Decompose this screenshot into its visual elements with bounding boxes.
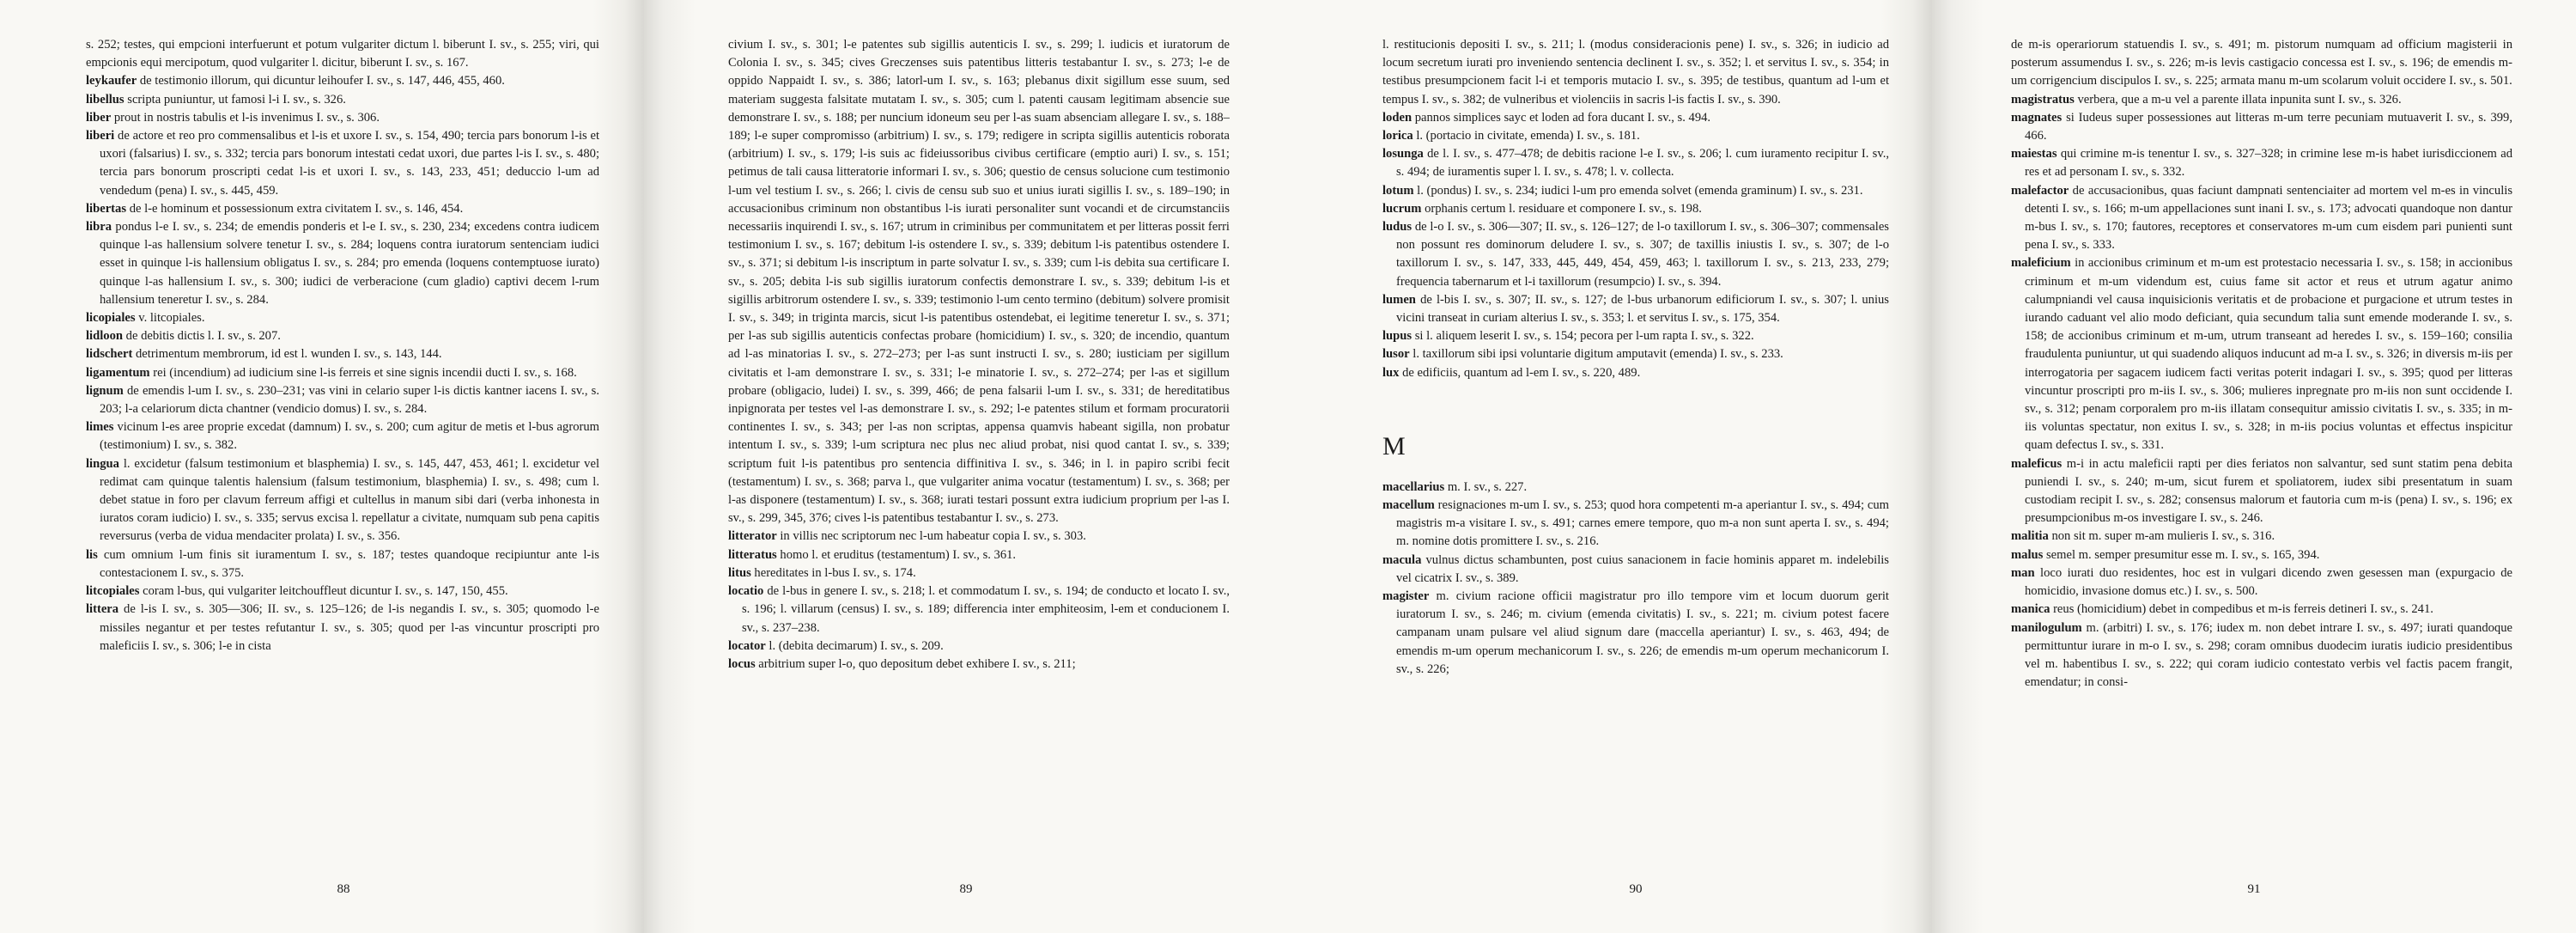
index-entry — [1382, 327, 1889, 345]
entry-text: m. (arbitri) I. sv., s. 176; iudex m. non debet intrare I. sv., s. 497; iurati quandoque permittuntur iurare in m-o I. sv., s. 298; coram omnibus duodecim iuratis iudicio presidentibus vel m. habentibus I. sv., s. 222; qui coram iudicio contestato verbis vel factis pacem frangit, emendatur; in consi- — [2025, 620, 2512, 690]
page-number: 91 — [2247, 882, 2261, 896]
headword: malus — [2011, 547, 2044, 562]
headword: maleficium — [2011, 256, 2071, 271]
entry-text: non sit m. super m-am mulieris I. sv., s. 316. — [2051, 529, 2275, 544]
headword: locatio — [728, 584, 764, 599]
entry-text: de l-bis I. sv., s. 307; II. sv., s. 127; de l-bus urbanorum edificiorum I. sv., s. 307; l. unius vicini transeat in curiam alterius I. sv., s. 353; l. et servitus I. sv., s. 175, 354. — [1396, 292, 1889, 326]
headword: malitia — [2011, 529, 2049, 544]
index-entry — [728, 564, 1230, 582]
entry-text: semel m. semper presumitur esse m. I. sv., s. 165, 394. — [2045, 547, 2320, 562]
page-text — [2011, 36, 2512, 835]
entry-text: prout in nostris tabulis et l-is invenimus I. sv., s. 306. — [113, 110, 380, 125]
headword: lis — [86, 547, 98, 562]
headword: magistratus — [2011, 92, 2075, 107]
entry-text: de l. I. sv., s. 477–478; de debitis racione l-e I. sv., s. 206; l. cum iuramento recipitur I. sv., s. 494; de iuramentis super l. I. sv., s. 478; l. v. collecta. — [1396, 147, 1889, 180]
headword: lorica — [1382, 129, 1413, 143]
page-number: 90 — [1629, 882, 1643, 896]
entry-text: de l-is I. sv., s. 305—306; II. sv., s. 125–126; de l-is negandis I. sv., s. 305; quomodo l-e missiles negantur et per testes refutantur I. sv., s. 305; quod per l-as vincuntur proscripti pro maleficiis I. sv., s. 306; l-e in cista — [100, 602, 599, 653]
headword: liber — [86, 110, 112, 125]
entry-text: de l-o I. sv., s. 306—307; II. sv., s. 126–127; de l-o taxillorum I. sv., s. 306–307; commensales non possunt res dominorum deludere I. sv., s. 307; de taxillis iniustis I. sv., s. 307; de l-o taxillorum I. sv., s. 147, 333, 445, 449, 454, 459, 463; l. taxillorum I. sv., s. 213, 233, 279; frequencia tabernarum et l-i taxillorum (resumpcio) I. sv., s. 394. — [1396, 220, 1889, 289]
headword: manilogulum — [2011, 620, 2082, 635]
entry-text: s. 252; testes, qui empcioni interfuerunt et potum vulgariter dictum l. biberunt I. sv., s. 255; viri, qui empcionis equi mercipotum, quod vulgariter l. dicitur, biberunt I. sv., s. 167. — [86, 38, 599, 70]
index-entry — [1382, 109, 1889, 127]
entry-text: homo l. et eruditus (testamentum) I. sv., s. 361. — [780, 547, 1017, 562]
index-entry — [86, 327, 599, 345]
entry-text: de l-bus in genere I. sv., s. 218; l. et commodatum I. sv., s. 194; de conducto et locato I. sv., s. 196; l. villarum (census) I. sv., s. 189; differencia inter emphiteosim, l-em et conducionem I. sv., s. 237–238. — [742, 584, 1230, 635]
index-entry — [1382, 497, 1889, 552]
headword: litterator — [728, 529, 777, 544]
entry-text: si Iudeus super possessiones aut litteras m-um terre pecuniam mutuaverit I. sv., s. 399, 466. — [2025, 110, 2512, 143]
index-entry-continued — [2011, 36, 2512, 91]
headword: lingua — [86, 456, 119, 471]
entry-text: hereditates in l-bus I. sv., s. 174. — [754, 565, 916, 580]
headword: lux — [1382, 365, 1400, 380]
headword: ludus — [1382, 220, 1413, 235]
page-91 — [1932, 0, 2576, 933]
headword: licopiales — [86, 311, 136, 326]
headword: locus — [728, 656, 756, 671]
headword: losunga — [1382, 147, 1424, 162]
index-entry — [1382, 200, 1889, 218]
index-entry — [86, 601, 599, 656]
headword: maleficus — [2011, 456, 2063, 471]
headword: litcopiales — [86, 584, 140, 599]
entry-text: in accionibus criminum et m-um est protestacio necessaria I. sv., s. 158; in accionibus criminum et m-um videndum est, cuius fame sit actor et reus et utrum agatur animo calumpniandi vel causa inquisicionis veritatis et de probacione et purgacione et utrum testes in iurando caduant vel alio modo deficiant, quia secundum talia sunt emende moderande I. sv., s. 158; de accionibus criminum et m-um, utrum transeant ad heredes I. sv., s. 159–160; consilia fraudulenta puniuntur, ut qui suadendo aliquos inducunt ad m-a I. sv., s. 326; in diversis m-iis per interrogatoria per sagacem iudicem facti veritas poterit indagari I. sv., s. 395; quod per litteras vincuntur proscripti pro m-iis I. sv., s. 306; mulieres inpregnate pro m-iis non sunt occidende I. sv., s. 312; penam corporalem pro m-iis illatam consequitur amissio civitatis I. sv., s. 335; in m-iis voluntas spectatur, non exitus I. sv., s. 328; in m-iis pocius voluntas et effectus inspicitur quam defectus I. sv., s. 331. — [2025, 256, 2512, 453]
entry-text: l. restitucionis depositi I. sv., s. 211; l. (modus consideracionis pene) I. sv., s. 326; in iudicio ad locum secretum iurati pro inveniendo sentencia declinent I. sv., s. 352; l. et servitus I. sv., s. 354; in testibus presumpcionem facit l-i et temporis mutacio I. sv., s. 395; de testibus, quantum ad l-um et tempus I. sv., s. 382; de vulneribus et violenciis in sacris l-is factis I. sv., s. 390. — [1382, 38, 1889, 107]
entry-text: orphanis certum l. residuare et componere I. sv., s. 198. — [1425, 201, 1702, 216]
headword: litus — [728, 565, 751, 580]
page-90 — [1288, 0, 1932, 933]
entry-text: loco iurati duo residentes, hoc est in vulgari dicendo zwen gesessen man (expurgacio de homicidio, invasione domus etc.) I. sv., s. 500. — [2025, 565, 2512, 599]
headword: lusor — [1382, 347, 1410, 362]
index-entry — [86, 582, 599, 601]
index-entry — [1382, 145, 1889, 181]
entry-text: qui crimine m-is tenentur I. sv., s. 327–328; in crimine lese m-is habet iurisdiccionem ad res et ad personam I. sv., s. 332. — [2025, 147, 2512, 180]
entry-text: in villis nec scriptorum nec l-um habeatur copia I. sv., s. 303. — [780, 529, 1086, 544]
index-entry — [86, 309, 599, 327]
entry-text: de emendis l-um I. sv., s. 230–231; vas vini in celario super l-is dictis kantner iacens I. sv., s. 203; l-a celariorum dicta chantner (vendicio domus) I. sv., s. 284. — [100, 383, 599, 417]
index-entry-continued — [728, 36, 1230, 527]
page-text — [728, 36, 1230, 835]
index-entry — [2011, 109, 2512, 145]
index-entry — [2011, 601, 2512, 619]
entry-text: civium I. sv., s. 301; l-e patentes sub sigillis autenticis I. sv., s. 299; l. iudicis et iuratorum de Colonia I. sv., s. 345; cives Greczenses suis patentibus litteris testabantur I. sv., s. 273; l-e de oppido Nappaidt I. sv., s. 386; latorl-um I. sv., s. 163; plebanus dixit sigillum esse suum, sed materiam suggesta falsitate mutatam I. sv., s. 305; cum l. patenti causam legitimam absencie sue demonstrare I. sv., s. 188; per nuncium idoneum seu per l-as suam absenciam allegare I. sv., s. 188–189; l-e super compromisso (arbitrium) I. sv., s. 179; redigere in scripta sigillis autenticis roborata (arbitrium) I. sv., s. 179; l-is suis ac fideiussoribus civibus certificare (emptio auri) I. sv., s. 151; petimus de tali causa litteratorie informari I. sv., s. 306; questio de census solucione cum testimonio l-um vel testium I. sv., s. 266; l. civis de censu sub suo et unius iurati sigillis I. sv., s. 189–190; in accusacionibus criminum non obstantibus l-is iurati personaliter sunt vocandi et de circumstanciis necessariis inquirendi I. sv., s. 167; utrum in criminibus per communitatem et per litteras possit ferri testimonium I. sv., s. 167; debitum l-is ostendere I. sv., s. 339; debitum l-is patentibus ostendere I. sv., s. 371; si debitum l-is inscriptum in parte solvatur I. sv., s. 339; cum l-is debita sua certificare I. sv., s. 205; debita l-is sub sigillis iuratorum confectis demonstrare I. sv., s. 339; debitum l-is et sigillis arbitrorum ostendere I. sv., s. 339; testimonio l-um cento termino (debitum) solvere promisit I. sv., s. 349; in triginta marcis, sicut l-is patentibus ostendebat, ei legitime teneretur I. sv., s. 371; per l-as sub sigillis autenticis confectas probare (homicidium) I. sv., s. 320; de incendio, quantum ad l-as minatorias I. sv., s. 272–273; per l-as sunt instructi I. sv., s. 280; iusticiam per sigillum civitatis et l-am demonstrare I. sv., s. 331; l-e minatorie I. sv., s. 272–274; per l-as et sigillum probare (obligacio, ludei) I. sv., s. 399, 466; de pena falsarii l-um I. sv., s. 331; de hereditatibus inpignorata per testes vel l-as demonstrare I. sv., s. 292; l-e patentes stilum et formam procuratorii continentes I. sv., s. 343; per l-as non scriptas, appensa quamvis habeant sigilla, non probatur intentum I. sv., s. 339; l-um scriptura nec plus nec aliud probat, nisi quod cantat I. sv., s. 339; scriptum fuit l-is patentibus pro sentencia diffinitiva I. sv., s. 346; in l. in papiro scribi fecit (testamentum) I. sv., s. 368; parva l., que vulgariter anima vocatur (testamentum) I. sv., s. 368; per l-as disponere (testamentum) I. sv., s. 368; iurati testari possunt extra iudicium proprium per l-as I. sv., s. 299, 345, 376; cives l-is patentibus testabantur I. sv., s. 273. — [728, 38, 1230, 526]
index-entry — [86, 382, 599, 418]
headword: maiestas — [2011, 147, 2057, 162]
entry-text: de edificiis, quantum ad l-em I. sv., s. 220, 489. — [1402, 365, 1641, 380]
index-entry — [1382, 218, 1889, 291]
entry-text: l. taxillorum sibi ipsi voluntarie digitum amputavit (emenda) I. sv., s. 233. — [1413, 347, 1783, 362]
headword: lidloon — [86, 329, 123, 344]
headword: litteratus — [728, 547, 777, 562]
entry-text: de actore et reo pro commensalibus et l-is et uxore I. sv., s. 154, 490; tercia pars bonorum l-is et uxori (falsarius) I. sv., s. 332; tercia pars bonorum intestati cedat uxori, due partes l-is I. sv., s. 480; tercia pars bonorum proscripti cedat l-is et uxori I. sv., s. 143, 233, 451; deduccio l-um ad vendedum (pena) I. sv., s. 445, 459. — [100, 129, 599, 198]
entry-text: pondus l-e I. sv., s. 234; de emendis ponderis et l-e I. sv., s. 230, 234; excedens contra iudicem quinque l-as hallensium solvere tenetur I. sv., s. 284; loquens contra iuratorum sentenciam iudici esset in quinque l-is hallensium obligatus I. sv., s. 284; pro emenda (loquens contemptuose iurato) quinque l-as hallensium I. sv., s. 300; iudici de verberacione (cum gladio) captivi decem l-rum hallensium teneretur I. sv., s. 284. — [100, 220, 599, 307]
entry-text: de accusacionibus, quas faciunt dampnati sentenciaiter ad mortem vel m-es in vinculis detenti I. sv., s. 166; m-um appellaciones sunt inani I. sv., s. 173; advocati quandoque non dantur m-bus I. sv., s. 170; fautores, receptores et conservatores m-um cum eisdem pari punienti sunt pena I. sv., s. 333. — [2025, 183, 2512, 253]
entry-text: m-i in actu maleficii rapti per dies feriatos non salvantur, sed sunt statim pena debita puniendi I. sv., s. 240; m-um, sicut furem et spoliatorem, iudex sibi presentatum in suam custodiam recipit I. sv., s. 282; consensus malorum et fautoria cum m-is (pena) I. sv., s. 196; ex presumpcionibus m-os investigare I. sv., s. 246. — [2025, 456, 2512, 526]
index-entry — [86, 127, 599, 200]
headword: lucrum — [1382, 201, 1422, 216]
entry-text: vulnus dictus schambunten, post cuius sanacionem in facie hominis apparet m. indelebilis vel cicatrix I. sv., s. 389. — [1396, 552, 1889, 585]
section-letter: M — [1382, 431, 1406, 460]
entry-text: vicinum l-es aree proprie excedat (damnum) I. sv., s. 200; cum agitur de metis et l-bus agrorum (testimonium) I. sv., s. 382. — [100, 420, 599, 453]
entry-text: resignaciones m-um I. sv., s. 253; quod hora competenti m-a aperiantur I. sv., s. 494; cum magistris m-a visitare I. sv., s. 491; carnes emere tempore, quo m-a non sunt aperta I. sv., s. 494; m. nomine dotis promittere I. sv., s. 216. — [1396, 498, 1889, 549]
entry-text: cum omnium l-um finis sit iuramentum I. sv., s. 187; testes quandoque recipiuntur ante l-is contestacionem I. sv., s. 375. — [100, 547, 599, 580]
headword: ligamentum — [86, 365, 150, 380]
entry-text: l. (pondus) I. sv., s. 234; iudici l-um pro emenda solvet (emenda graminum) I. sv., s. 231. — [1417, 183, 1863, 198]
index-entry — [86, 91, 599, 109]
entry-text: de testimonio illorum, qui dicuntur leihoufer I. sv., s. 147, 446, 455, 460. — [139, 74, 505, 88]
entry-text: verbera, que a m-u vel a parente illata inpunita sunt I. sv., s. 326. — [2077, 92, 2402, 107]
index-entry — [2011, 619, 2512, 692]
index-entry — [728, 527, 1230, 546]
entry-text: pannos simplices sayc et loden ad fora ducant I. sv., s. 494. — [1414, 110, 1711, 125]
headword: man — [2011, 565, 2035, 580]
headword: littera — [86, 602, 119, 617]
index-entry — [2011, 91, 2512, 109]
headword: libellus — [86, 92, 125, 107]
entry-text: m. I. sv., s. 227. — [1447, 479, 1528, 494]
headword: lignum — [86, 383, 124, 398]
headword: manica — [2011, 602, 2050, 617]
index-entry — [86, 455, 599, 546]
entry-text: m. civium racione officii magistratur pro illo tempore vim et locum duorum gerit iuratorum I. sv., s. 246; m. civium (emenda civitatis) I. sv., s. 221; m. civium potest facere campanam unam pulsare vel aliud signum dare (maccella aperiantur) I. sv., s. 463, 494; de emendis m-um operum mechanicorum I. sv., s. 226; de emendis m-um operum mechanicorum I. sv., s. 226; — [1396, 589, 1889, 676]
entry-text: l. excidetur (falsum testimonium et blasphemia) I. sv., s. 145, 447, 453, 461; l. excidetur vel redimat cam quinque talentis halensium (falsum testimonium, blasphemia) I. sv., s. 498; cum l. debet statue in foro per clavum ferreum affigi et cultellus in manum sibi dari (verba inhonesta in iuratos coram iudicio) I. sv., s. 335; servus excisa l. repellatur a civitate, numquam sub pena capitis reversurus (verba de vidua mendaciter prolata) I. sv., s. 356. — [100, 456, 599, 544]
index-entry — [86, 109, 599, 127]
index-entry — [728, 637, 1230, 656]
index-entry — [86, 418, 599, 454]
page-number: 88 — [337, 882, 350, 896]
entry-text: l. (debita decimarum) I. sv., s. 209. — [769, 638, 944, 653]
entry-text: rei (incendium) ad iudicium sine l-is ferreis et sine signis incendii ducti I. sv., s. 168. — [153, 365, 577, 380]
headword: loden — [1382, 110, 1413, 125]
index-entry — [86, 364, 599, 382]
index-entry-continued — [86, 36, 599, 72]
index-entry — [86, 218, 599, 309]
page-88 — [0, 0, 644, 933]
index-entry — [728, 582, 1230, 637]
index-entry — [86, 345, 599, 363]
index-entry — [1382, 291, 1889, 327]
entry-text: v. litcopiales. — [138, 311, 205, 326]
entry-text: de m-is operariorum statuendis I. sv., s. 491; m. pistorum numquam ad officium magisterii in posterum assumendus I. sv., s. 226; m-is levis castigacio concessa est I. sv., s. 196; de emendis m-um corrigencium discipulos I. sv., s. 225; armata manu m-um scolarum voluit occidere I. sv., s. 501. — [2011, 38, 2512, 88]
index-entry — [1382, 479, 1889, 497]
headword: malefactor — [2011, 183, 2069, 198]
index-entry — [2011, 254, 2512, 454]
page-text — [86, 36, 599, 835]
entry-text: coram l-bus, qui vulgariter leitchouffleut dicuntur I. sv., s. 147, 150, 455. — [143, 584, 508, 599]
entry-text: de debitis dictis l. I. sv., s. 207. — [125, 329, 281, 344]
page-number: 89 — [959, 882, 973, 896]
index-entry — [86, 200, 599, 218]
headword: macellum — [1382, 498, 1435, 513]
index-entry — [1382, 588, 1889, 679]
index-entry — [2011, 145, 2512, 181]
entry-text: reus (homicidium) debet in compedibus et m-is ferreis detineri I. sv., s. 241. — [2053, 602, 2433, 617]
index-entry — [2011, 182, 2512, 255]
index-entry — [2011, 527, 2512, 546]
index-entry — [86, 546, 599, 582]
headword: libertas — [86, 201, 127, 216]
headword: lumen — [1382, 292, 1416, 307]
entry-text: detrimentum membrorum, id est l. wunden I. sv., s. 143, 144. — [135, 347, 442, 362]
index-entry-continued — [1382, 36, 1889, 109]
index-entry — [1382, 552, 1889, 588]
headword: leykaufer — [86, 74, 137, 88]
page-89 — [644, 0, 1288, 933]
headword: magister — [1382, 589, 1430, 604]
headword: limes — [86, 420, 114, 435]
index-entry — [1382, 127, 1889, 145]
index-entry — [86, 72, 599, 90]
index-entry — [1382, 364, 1889, 382]
headword: locator — [728, 638, 766, 653]
index-entry — [2011, 546, 2512, 564]
entry-text: de l-e hominum et possessionum extra civitatem I. sv., s. 146, 454. — [129, 201, 464, 216]
headword: magnates — [2011, 110, 2063, 125]
index-entry — [728, 656, 1230, 674]
index-entry — [1382, 182, 1889, 200]
headword: lotum — [1382, 183, 1414, 198]
entry-text: si l. aliquem leserit I. sv., s. 154; pecora per l-um rapta I. sv., s. 322. — [1414, 329, 1754, 344]
headword: lidschert — [86, 347, 133, 362]
entry-text: scripta puniuntur, ut famosi l-i I. sv., s. 326. — [127, 92, 346, 107]
index-entry — [1382, 345, 1889, 363]
index-entry — [728, 546, 1230, 564]
headword: macellarius — [1382, 479, 1445, 494]
page-text — [1382, 36, 1889, 835]
entry-text: l. (portacio in civitate, emenda) I. sv., s. 181. — [1416, 129, 1640, 143]
headword: macula — [1382, 552, 1422, 567]
entry-text: arbitrium super l-o, quo depositum debet exhibere I. sv., s. 211; — [758, 656, 1076, 671]
headword: liberi — [86, 129, 115, 143]
index-entry — [2011, 455, 2512, 528]
headword: libra — [86, 220, 112, 235]
index-entry — [2011, 564, 2512, 601]
headword: lupus — [1382, 329, 1413, 344]
